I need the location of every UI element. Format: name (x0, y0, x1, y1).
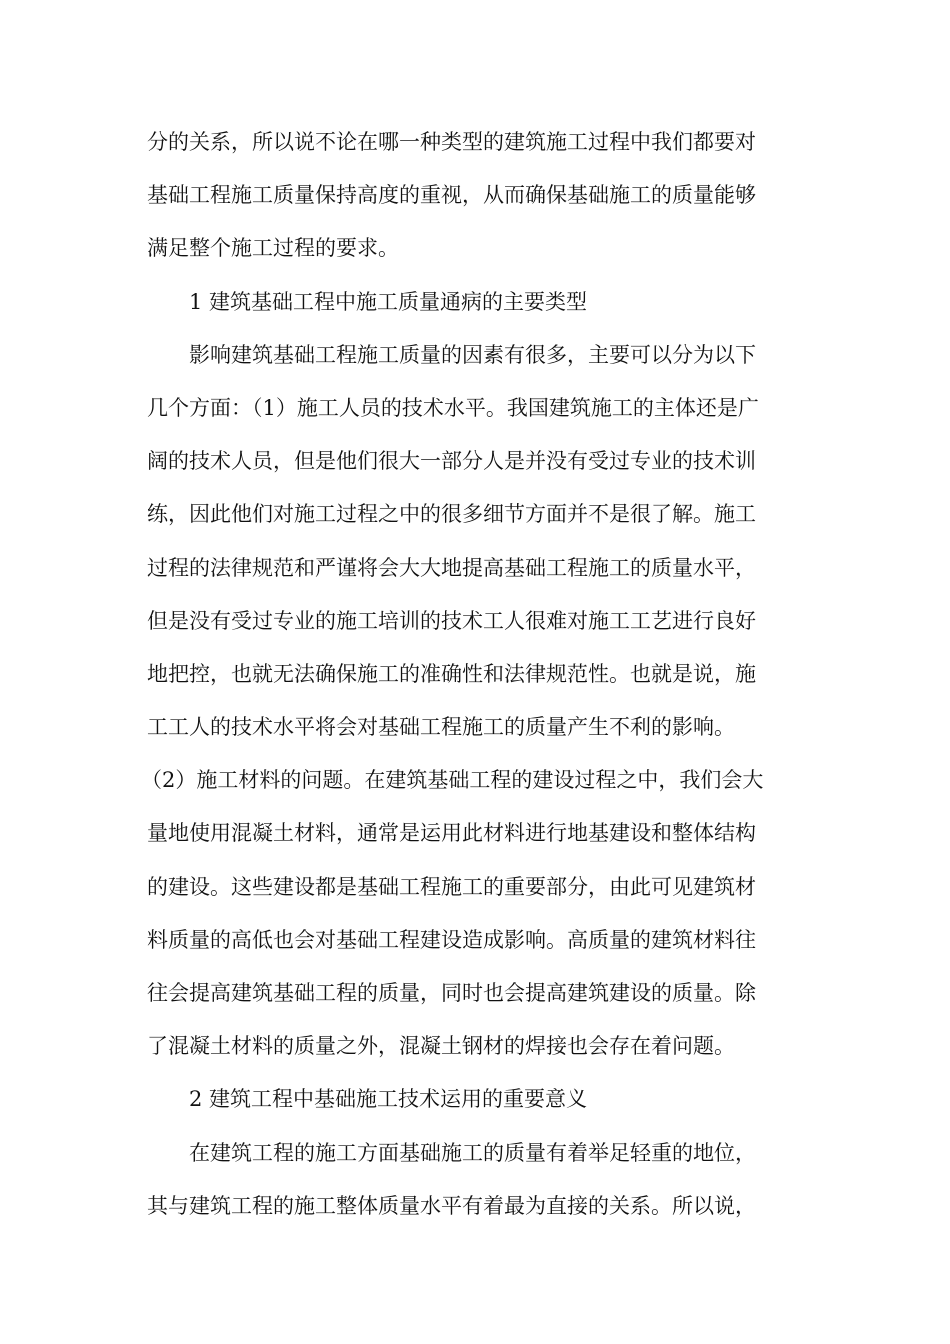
text-line: 影响建筑基础工程施工质量的因素有很多，主要可以分为以下 (189, 342, 756, 367)
text-line: 几个方面：（1）施工人员的技术水平。我国建筑施工的主体还是广 (147, 395, 759, 420)
text-line: 料质量的高低也会对基础工程建设造成影响。高质量的建筑材料往 (147, 927, 756, 952)
text-line: 分的关系，所以说不论在哪一种类型的建筑施工过程中我们都要对 (147, 130, 756, 154)
text-line: 练，因此他们对施工过程之中的很多细节方面并不是很了解。施工 (147, 502, 756, 527)
text-line: 但是没有受过专业的施工培训的技术工人很难对施工工艺进行良好 (147, 608, 756, 633)
section-heading-1: 1 建筑基础工程中施工质量通病的主要类型 (189, 289, 588, 314)
section-heading-2: 2 建筑工程中基础施工技术运用的重要意义 (189, 1087, 588, 1112)
body-text (141, 116, 812, 1233)
text-line: 其与建筑工程的施工整体质量水平有着最为直接的关系。所以说， (147, 1193, 756, 1218)
text-line: 基础工程施工质量保持高度的重视，从而确保基础施工的质量能够 (147, 183, 756, 208)
text-line: 的建设。这些建设都是基础工程施工的重要部分，由此可见建筑材 (147, 874, 756, 899)
text-line: 满足整个施工过程的要求。 (147, 236, 399, 261)
text-line: 在建筑工程的施工方面基础施工的质量有着举足轻重的地位， (189, 1140, 756, 1165)
text-line: 过程的法律规范和严谨将会大大地提高基础工程施工的质量水平， (147, 555, 756, 580)
text-line: 了混凝土材料的质量之外，混凝土钢材的焊接也会存在着问题。 (147, 1034, 735, 1059)
text-line: 地把控，也就无法确保施工的准确性和法律规范性。也就是说，施 (147, 661, 756, 686)
text-line: 往会提高建筑基础工程的质量，同时也会提高建筑建设的质量。除 (147, 981, 756, 1005)
text-line: 量地使用混凝土材料，通常是运用此材料进行地基建设和整体结构 (147, 821, 756, 846)
text-line: 工工人的技术水平将会对基础工程施工的质量产生不利的影响。 (147, 715, 735, 740)
text-line: 阔的技术人员，但是他们很大一部分人是并没有受过专业的技术训 (147, 449, 756, 474)
text-line: （2）施工材料的问题。在建筑基础工程的建设过程之中，我们会大 (141, 768, 764, 793)
